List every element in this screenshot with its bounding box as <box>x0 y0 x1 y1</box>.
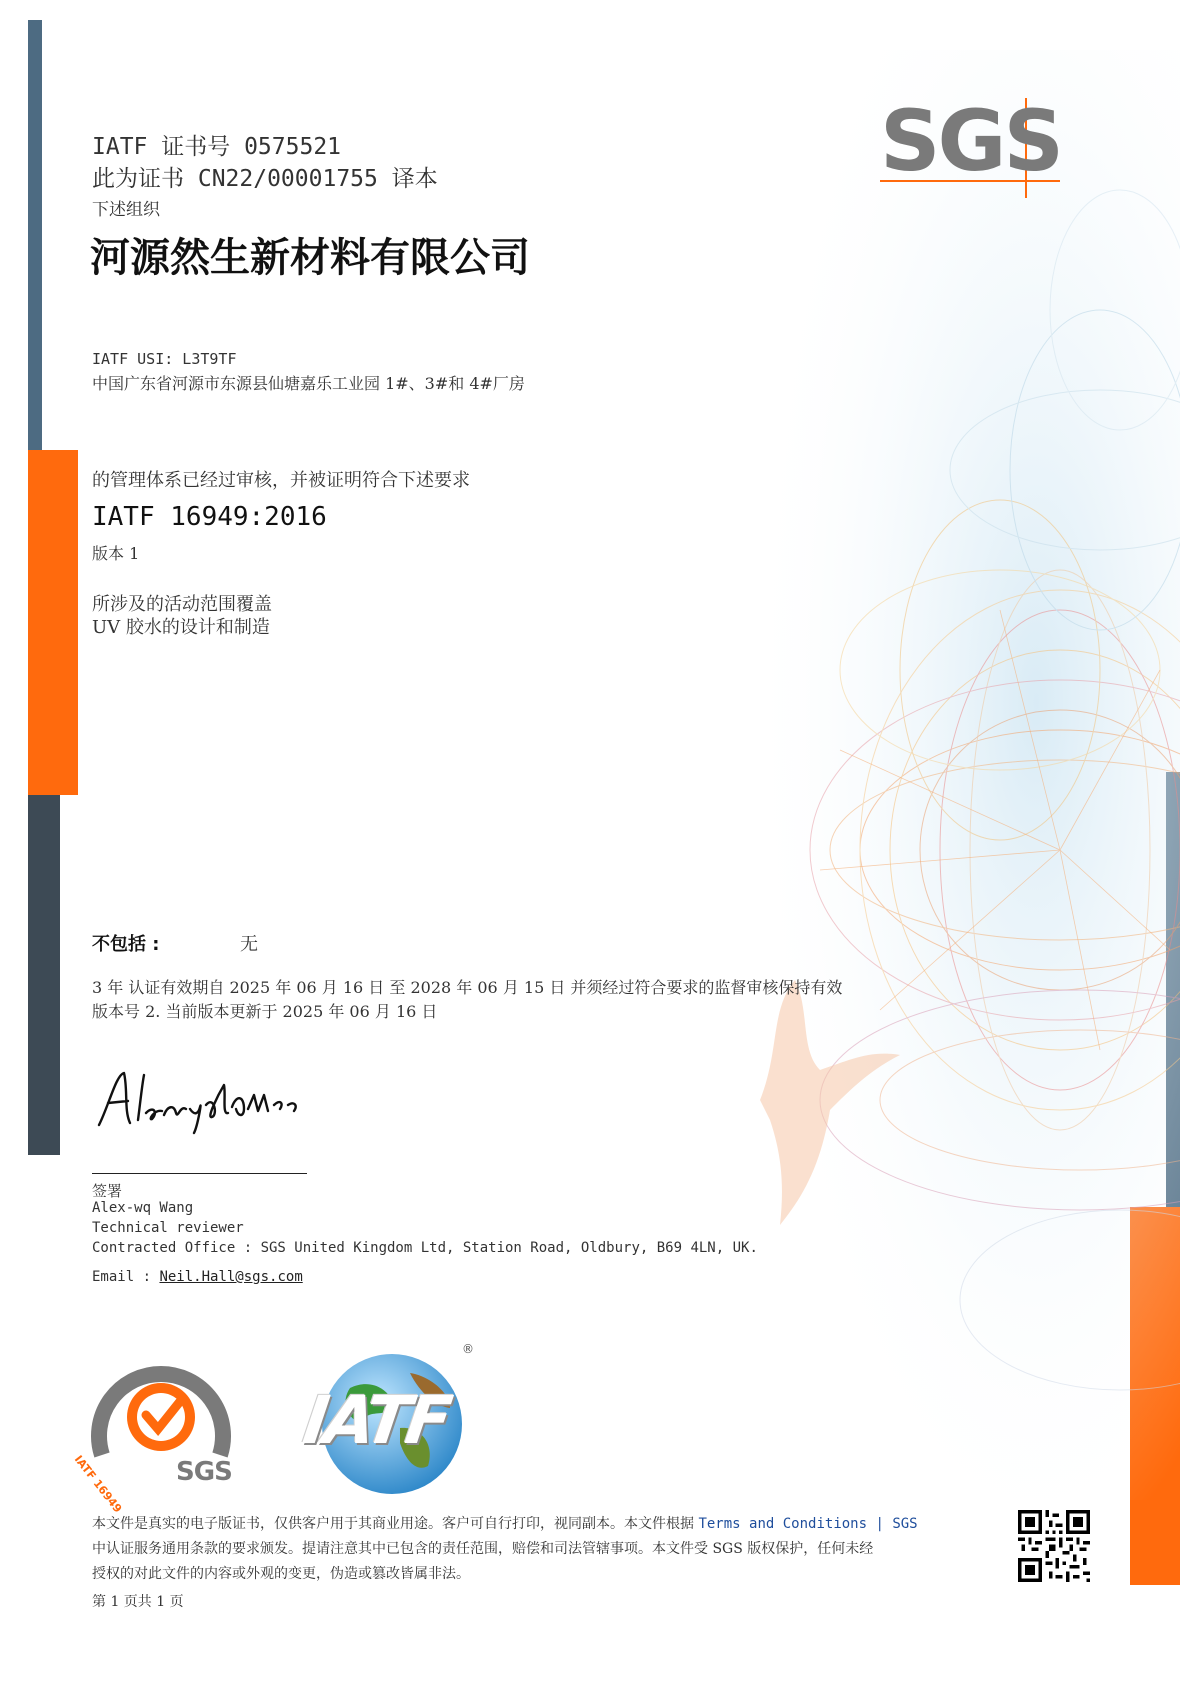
signature-label: 签署 <box>92 1182 123 1200</box>
badge-brand-text: SGS <box>176 1457 232 1487</box>
exclusions-value: 无 <box>240 934 258 955</box>
footer-line-2: 中认证服务通用条款的要求颁发。提请注意其中已包含的责任范围，赔偿和司法管辖事项。本文件受 SGS 版权保护，任何未经 <box>92 1541 874 1557</box>
scope-title: 所涉及的活动范围覆盖 <box>92 594 272 615</box>
page-number: 第 1 页共 1 页 <box>92 1594 184 1610</box>
terms-link[interactable]: Terms and Conditions | SGS <box>698 1516 918 1532</box>
signature-line <box>92 1173 307 1174</box>
footer-line-3: 授权的对此文件的内容或外观的变更，伪造或篡改皆属非法。 <box>92 1566 470 1582</box>
footer-line-1 <box>92 1513 918 1533</box>
sgs-certification-badge <box>71 1345 245 1516</box>
iatf-logo <box>298 1342 475 1498</box>
qr-code-icon[interactable] <box>1018 1510 1090 1582</box>
contracted-office: Contracted Office : SGS United Kingdom Ltd, Station Road, Oldbury, B69 4LN, UK. <box>92 1240 758 1256</box>
guilloche-background <box>700 50 1180 1500</box>
left-bar-dark <box>28 795 60 1155</box>
standard-name: IATF 16949:2016 <box>92 502 327 532</box>
signatory-title: Technical reviewer <box>92 1220 244 1236</box>
email-row <box>92 1269 303 1285</box>
left-bar-orange <box>28 450 78 795</box>
signatory-name: Alex-wq Wang <box>92 1200 194 1216</box>
certification-statement: 的管理体系已经过审核，并被证明符合下述要求 <box>92 470 470 491</box>
exclusions-label: 不包括 : <box>92 934 160 955</box>
badge-standard-text: IATF 16949 <box>71 1453 125 1516</box>
footer-line-1-text: 本文件是真实的电子版证书，仅供客户用于其商业用途。客户可自行打印，视同副本。本文件根据 <box>92 1516 699 1532</box>
badge-ring-text: SYSTEM CERTIFICATION <box>128 1347 245 1356</box>
version-info: 版本号 2. 当前版本更新于 2025 年 06 月 16 日 <box>92 1002 438 1021</box>
signature-image <box>94 1065 314 1135</box>
email-label: Email : <box>92 1269 152 1285</box>
registered-mark: ® <box>462 1342 474 1356</box>
left-bar-slate <box>28 20 42 450</box>
certificate-number: IATF 证书号 0575521 <box>92 134 342 160</box>
iatf-logo-text: IATF <box>298 1382 453 1459</box>
sgs-logo-text: SGS <box>880 92 1061 190</box>
validity-period: 3 年 认证有效期自 2025 年 06 月 16 日 至 2028 年 06 月 15 日 并须经过符合要求的监督审核保持有效 <box>92 978 843 997</box>
translation-line: 此为证书 CN22/00001755 译本 <box>92 166 438 192</box>
iatf-usi: IATF USI: L3T9TF <box>92 350 237 368</box>
standard-edition: 版本 1 <box>92 544 140 563</box>
company-name: 河源然生新材料有限公司 <box>90 235 530 281</box>
sgs-logo <box>880 92 1061 198</box>
site-address: 中国广东省河源市东源县仙塘嘉乐工业园 1#、3#和 4#厂房 <box>92 374 525 393</box>
email-link[interactable]: Neil.Hall@sgs.com <box>159 1269 303 1285</box>
scope-text: UV 胶水的设计和制造 <box>92 617 270 638</box>
organization-intro: 下述组织 <box>92 200 160 220</box>
